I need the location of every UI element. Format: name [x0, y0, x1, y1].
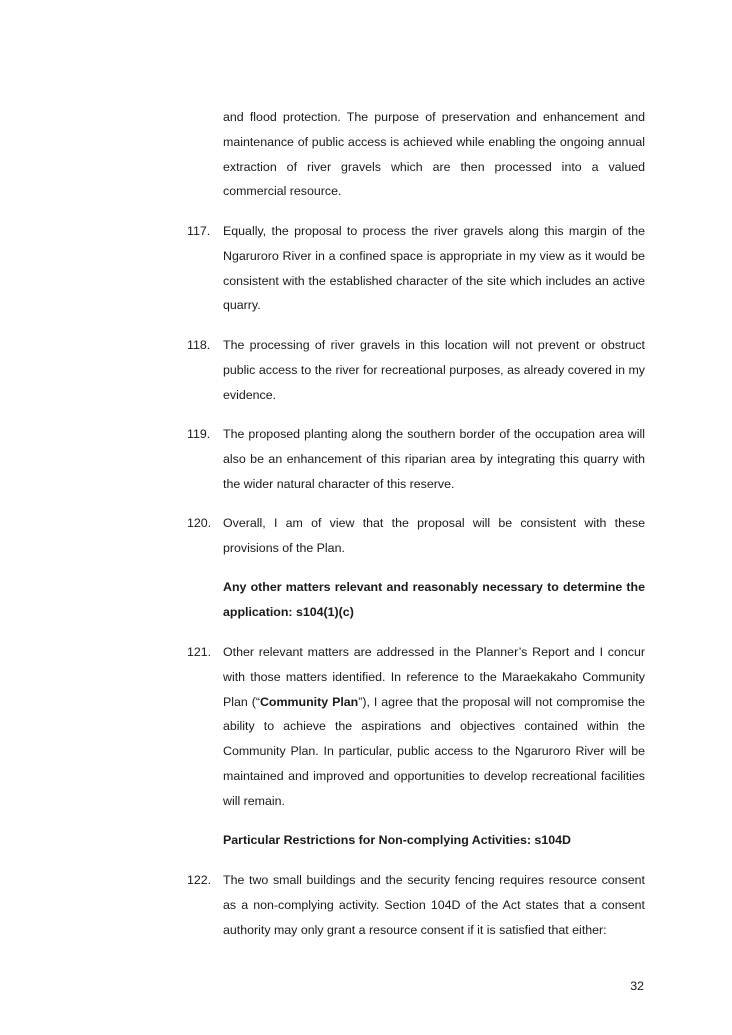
paragraph-121-text-end: ”), I agree that the proposal will not compromise the ability to achieve the aspirations and objectives contained within the Community Plan. In particular, public access to the Ngaruroro River will be maintained and improved and opportunities to develop recreational facilities will remain.: [223, 694, 645, 808]
paragraph-117: Equally, the proposal to process the river gravels along this margin of the Ngaruroro River in a confined space is appropriate in my view as it would be consistent with the established character of the site which includes an active quarry.: [223, 224, 645, 313]
page-number: 32: [630, 979, 644, 993]
section-heading-other-matters: Any other matters relevant and reasonably necessary to determine the application: s104(1)(c): [223, 580, 645, 619]
paragraph-number: 121.: [187, 645, 212, 659]
paragraph-121-text-start: Other relevant matters are addressed in the Planner’s Report and I concur with those matters identified. In reference to the Maraekakaho Community Plan (“: [223, 645, 645, 709]
paragraph-122: The two small buildings and the security fencing requires resource consent as a non-complying activity. Section 104D of the Act states that a consent authority may only grant a resource consent if it is satisfied that either:: [223, 873, 645, 937]
paragraph-120: Overall, I am of view that the proposal will be consistent with these provisions of the Plan.: [223, 516, 645, 555]
section-heading-restrictions: Particular Restrictions for Non-complying Activities: s104D: [223, 833, 571, 847]
paragraph-number: 118.: [187, 338, 211, 352]
paragraph-number: 119.: [187, 427, 211, 441]
paragraph-number: 122.: [187, 873, 212, 887]
continuation-paragraph: and flood protection. The purpose of preservation and enhancement and maintenance of public access is achieved while enabling the ongoing annual extraction of river gravels which are then processed into a valued commercial resource.: [223, 110, 645, 199]
paragraph-number: 120.: [187, 516, 212, 530]
paragraph-119: The proposed planting along the southern border of the occupation area will also be an enhancement of this riparian area by integrating this quarry with the wider natural character of this reserve.: [223, 427, 645, 491]
defined-term-community-plan: Community Plan: [259, 694, 359, 709]
paragraph-121: [223, 640, 645, 814]
paragraph-118: The processing of river gravels in this location will not prevent or obstruct public access to the river for recreational purposes, as already covered in my evidence.: [223, 338, 645, 402]
paragraph-number: 117.: [187, 224, 211, 238]
